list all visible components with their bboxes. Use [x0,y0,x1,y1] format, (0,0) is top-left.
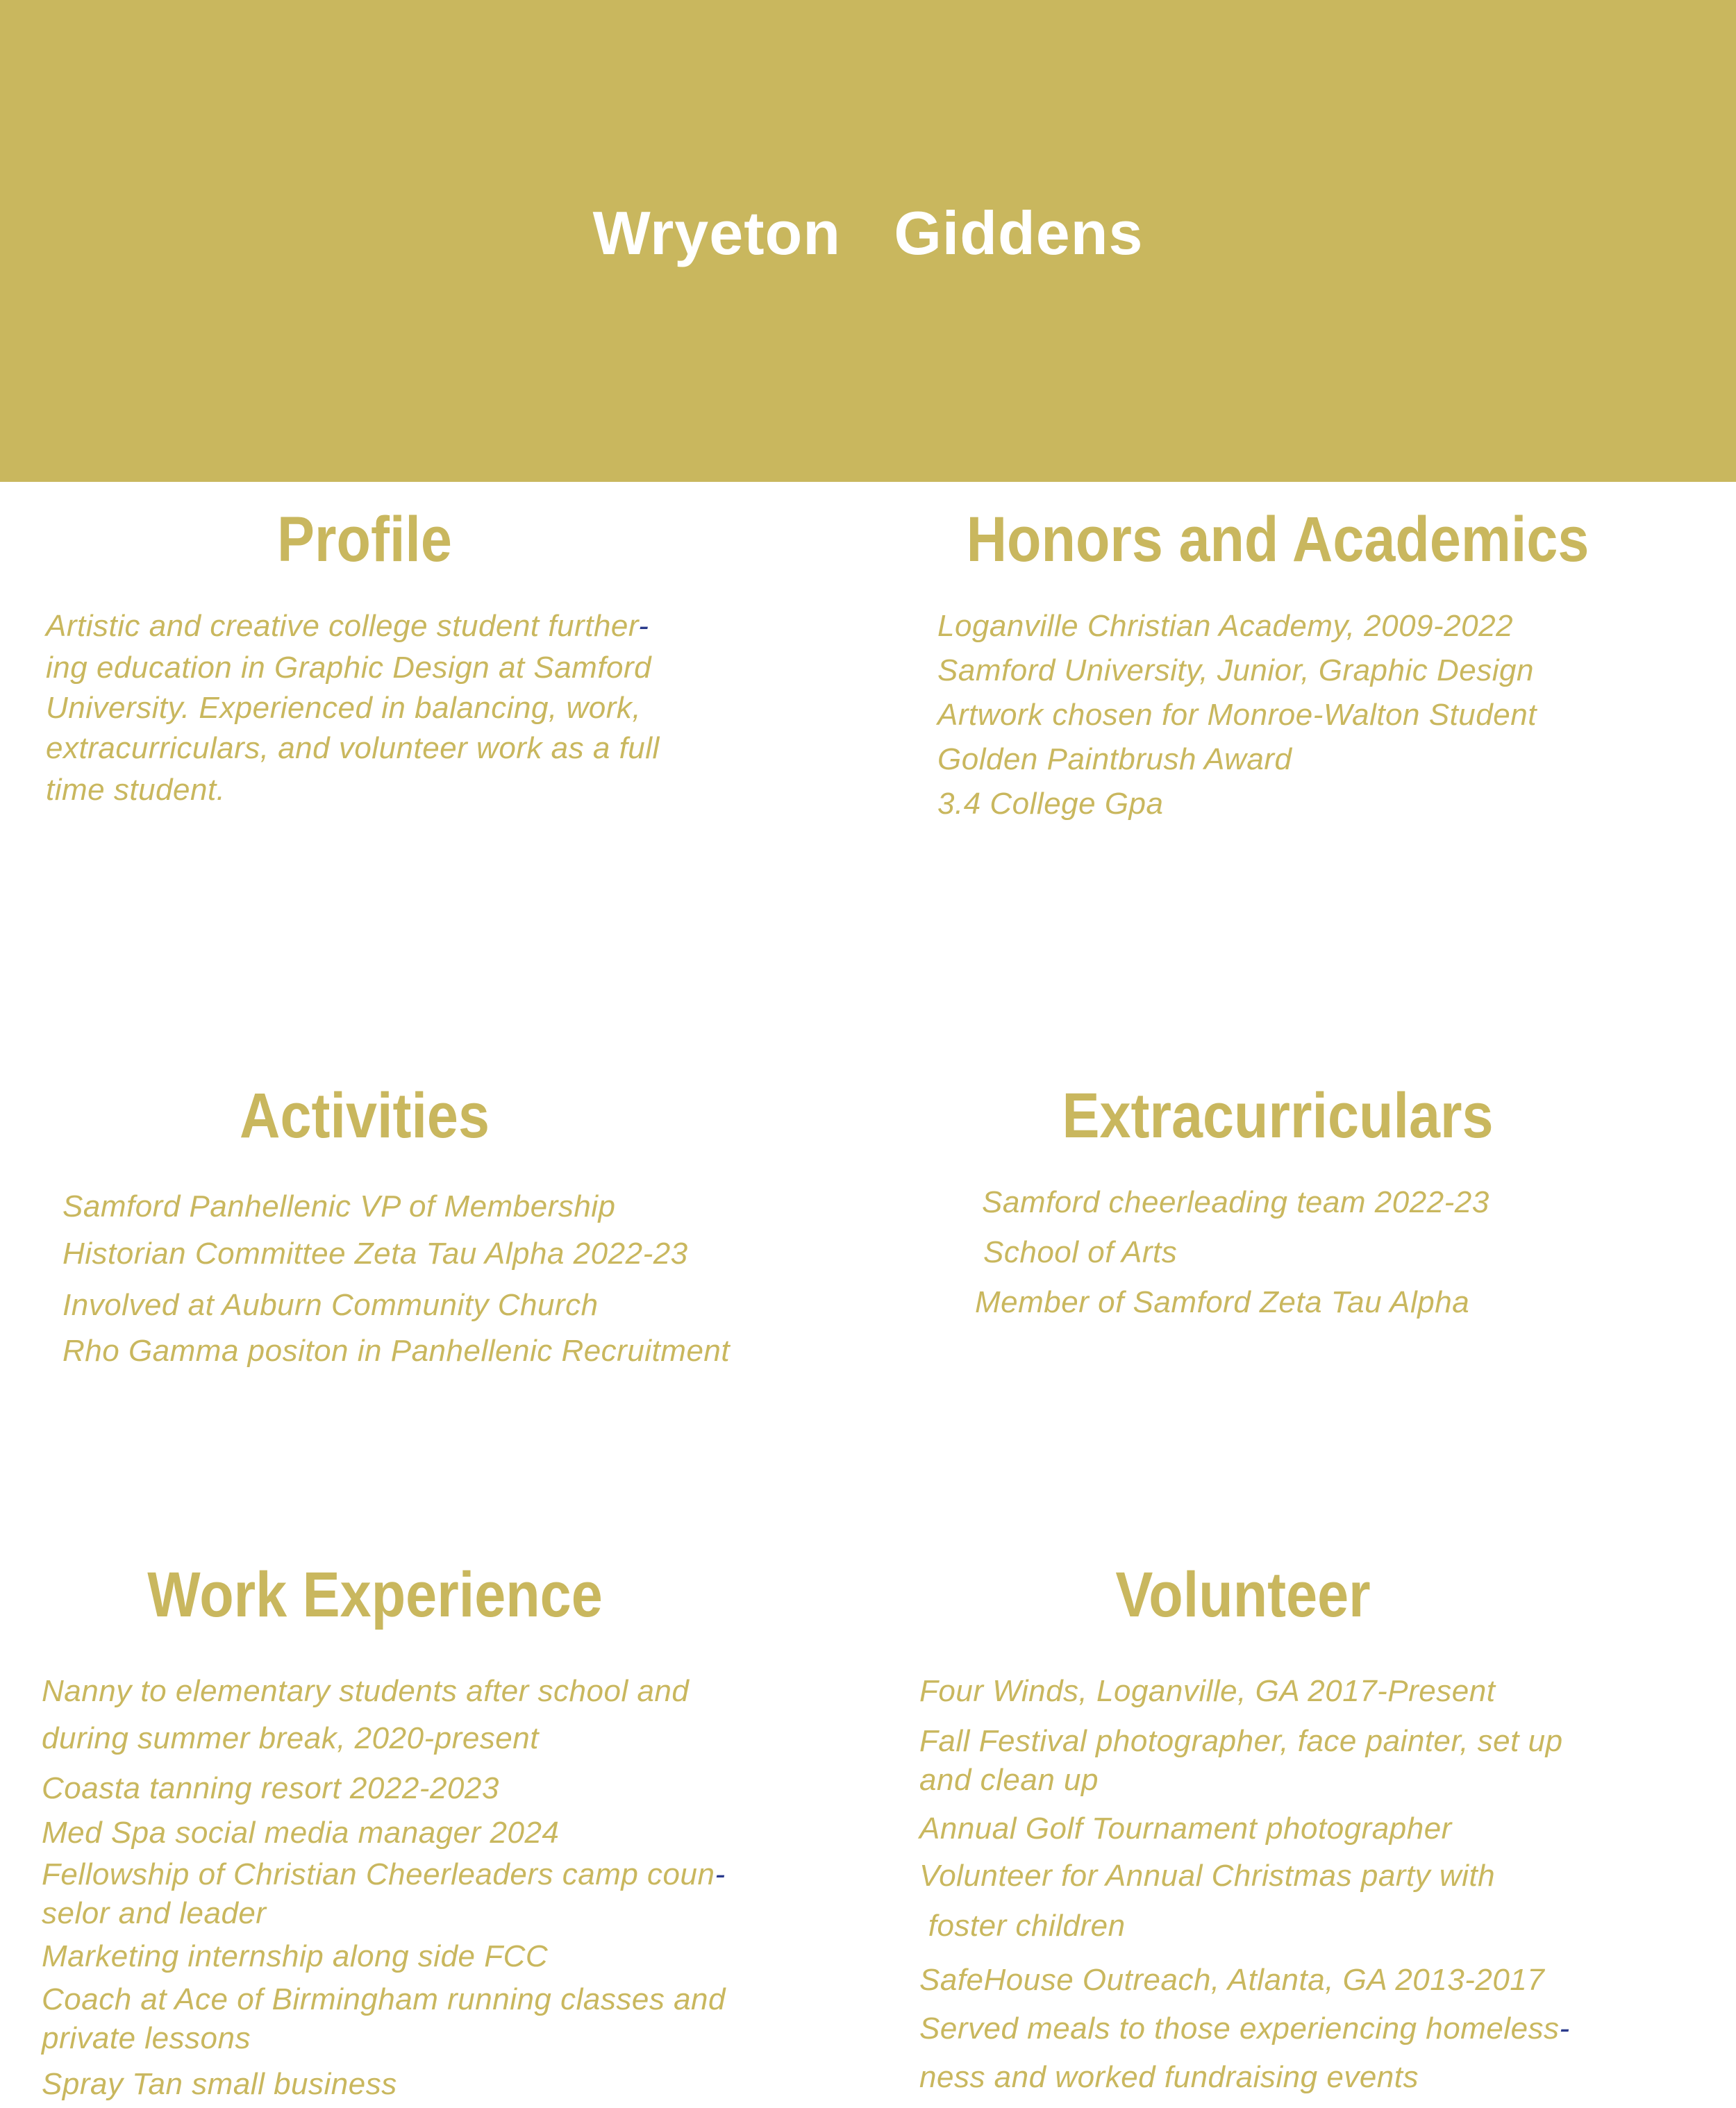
activities-heading: Activities [240,1080,490,1151]
hyphen-mark: - [1559,2011,1570,2046]
extracurriculars-item: School of Arts [983,1235,1178,1269]
work-heading: Work Experience [147,1559,603,1630]
extracurriculars-heading: Extracurriculars [1062,1080,1494,1151]
profile-line: ing education in Graphic Design at Samford [46,651,652,685]
volunteer-line: Fall Festival photographer, face painter, set up [919,1724,1563,1758]
hyphen-mark: - [715,1857,726,1891]
profile-line: Artistic and creative college student further- [46,609,649,643]
work-line: Coach at Ace of Birmingham running classes and [42,1982,726,2016]
work-line: Spray Tan small business [42,2067,397,2101]
volunteer-line: and clean up [919,1763,1099,1797]
extracurriculars-item: Member of Samford Zeta Tau Alpha [975,1285,1470,1319]
honors-item: Artwork chosen for Monroe-Walton Student [937,698,1537,732]
hyphen-mark: - [638,609,649,643]
work-line: Nanny to elementary students after school and [42,1674,690,1708]
work-line: private lessons [42,2021,251,2055]
activities-item: Samford Panhellenic VP of Membership [62,1189,616,1223]
volunteer-line: Volunteer for Annual Christmas party with [919,1859,1496,1893]
volunteer-line: Four Winds, Loganville, GA 2017-Present [919,1674,1496,1708]
work-line: selor and leader [42,1896,267,1930]
extracurriculars-item: Samford cheerleading team 2022-23 [982,1185,1489,1219]
volunteer-line: SafeHouse Outreach, Atlanta, GA 2013-2017 [919,1963,1545,1997]
volunteer-line: foster children [919,1909,1126,1943]
work-line: Coasta tanning resort 2022-2023 [42,1771,499,1805]
honors-heading: Honors and Academics [966,504,1589,575]
work-line: Marketing internship along side FCC [42,1939,549,1973]
profile-line: University. Experienced in balancing, work, [46,691,642,725]
activities-item: Historian Committee Zeta Tau Alpha 2022-23 [62,1237,688,1271]
profile-line: time student. [46,773,226,807]
profile-heading: Profile [277,504,452,575]
volunteer-line: ness and worked fundraising events [919,2060,1419,2094]
honors-item: 3.4 College Gpa [937,787,1164,821]
activities-item: Rho Gamma positon in Panhellenic Recruitment [62,1334,731,1368]
resume-name: Wryeton Giddens [592,199,1144,267]
volunteer-line: Served meals to those experiencing homeless- [919,2011,1570,2046]
honors-item: Samford University, Junior, Graphic Design [937,653,1534,687]
honors-item: Golden Paintbrush Award [937,742,1292,776]
activities-item: Involved at Auburn Community Church [62,1288,599,1322]
volunteer-line: Annual Golf Tournament photographer [919,1812,1452,1846]
profile-line: extracurriculars, and volunteer work as a full [46,731,660,765]
work-line: Fellowship of Christian Cheerleaders camp coun- [42,1857,726,1891]
work-line: Med Spa social media manager 2024 [42,1816,560,1850]
honors-item: Loganville Christian Academy, 2009-2022 [937,609,1514,643]
work-line: during summer break, 2020-present [42,1721,539,1755]
volunteer-heading: Volunteer [1115,1559,1371,1630]
